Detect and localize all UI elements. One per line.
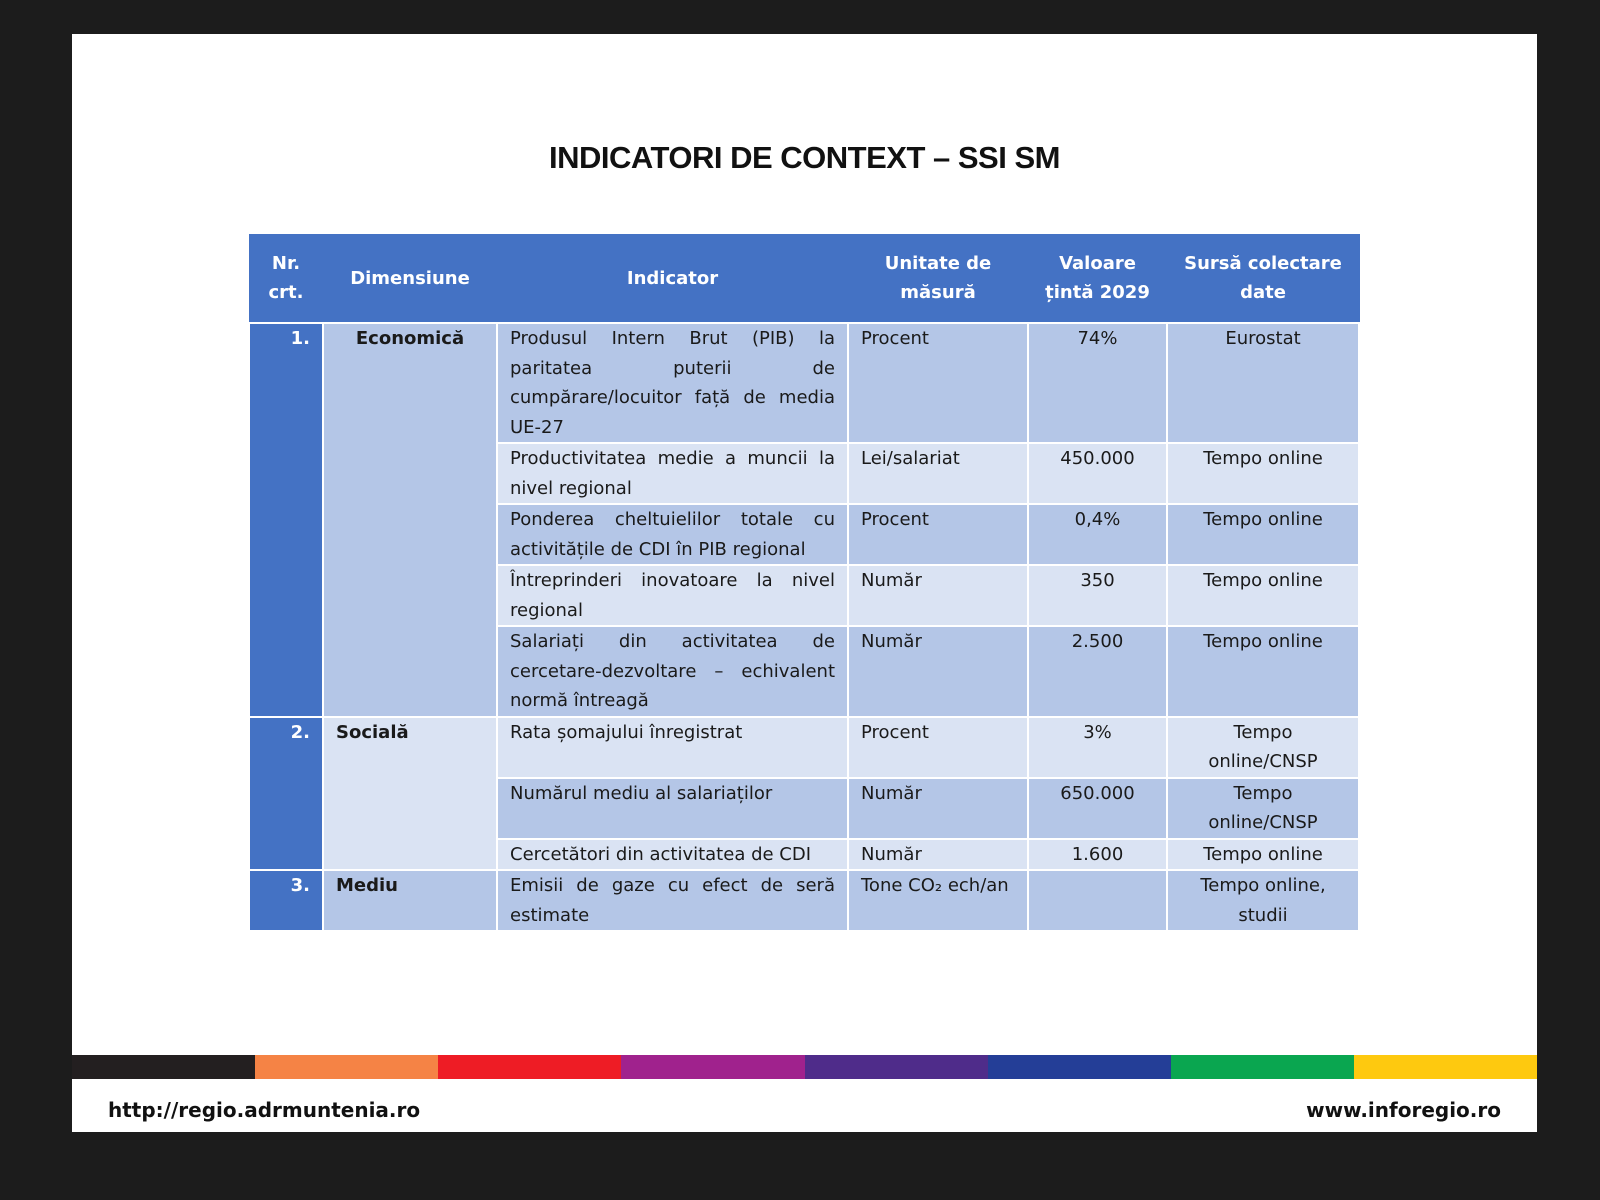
source-cell: Tempo online/CNSP: [1167, 778, 1359, 839]
target-value-cell: 2.500: [1028, 626, 1167, 717]
target-value-cell: 350: [1028, 565, 1167, 626]
table-header-row: [249, 234, 1359, 323]
context-indicators-table: [248, 234, 1360, 932]
unit-cell: Procent: [848, 323, 1028, 443]
indicator-cell: Produsul Intern Brut (PIB) la paritatea puterii de cumpărare/locuitor față de media UE-27: [497, 323, 848, 443]
header-unitate: Unitate de măsură: [848, 234, 1028, 323]
target-value-cell: 3%: [1028, 717, 1167, 778]
indicator-cell: Rata șomajului înregistrat: [497, 717, 848, 778]
footer-color-bar: [72, 1055, 1537, 1079]
color-bar-segment: [1354, 1055, 1537, 1079]
table-row: [249, 717, 1359, 778]
unit-cell: Tone CO₂ ech/an: [848, 870, 1028, 931]
header-sursa: Sursă colectare date: [1167, 234, 1359, 323]
header-indicator: Indicator: [497, 234, 848, 323]
header-valoare: Valoare țintă 2029: [1028, 234, 1167, 323]
header-dimensiune: Dimensiune: [323, 234, 497, 323]
dimension-cell: Mediu: [323, 870, 497, 931]
source-cell: Tempo online: [1167, 839, 1359, 871]
unit-cell: Număr: [848, 778, 1028, 839]
unit-cell: Număr: [848, 565, 1028, 626]
source-cell: Tempo online: [1167, 504, 1359, 565]
target-value-cell: 0,4%: [1028, 504, 1167, 565]
dimension-cell: Economică: [323, 323, 497, 717]
source-cell: Tempo online, studii: [1167, 870, 1359, 931]
source-cell: Tempo online/CNSP: [1167, 717, 1359, 778]
unit-cell: Număr: [848, 839, 1028, 871]
indicator-cell: Productivitatea medie a muncii la nivel regional: [497, 443, 848, 504]
color-bar-segment: [621, 1055, 804, 1079]
target-value-cell: 650.000: [1028, 778, 1167, 839]
indicator-cell: Emisii de gaze cu efect de seră estimate: [497, 870, 848, 931]
table-row: [249, 323, 1359, 443]
color-bar-segment: [805, 1055, 988, 1079]
target-value-cell: 74%: [1028, 323, 1167, 443]
table-row: [249, 870, 1359, 931]
source-cell: Tempo online: [1167, 626, 1359, 717]
indicator-cell: Cercetători din activitatea de CDI: [497, 839, 848, 871]
color-bar-segment: [72, 1055, 255, 1079]
unit-cell: Lei/salariat: [848, 443, 1028, 504]
unit-cell: Număr: [848, 626, 1028, 717]
color-bar-segment: [255, 1055, 438, 1079]
slide: [72, 34, 1537, 1132]
target-value-cell: [1028, 870, 1167, 931]
row-number: 2.: [249, 717, 323, 871]
footer-url-right: www.inforegio.ro: [1306, 1098, 1501, 1122]
target-value-cell: 450.000: [1028, 443, 1167, 504]
indicator-cell: Ponderea cheltuielilor totale cu activitățile de CDI în PIB regional: [497, 504, 848, 565]
indicator-cell: Numărul mediu al salariaților: [497, 778, 848, 839]
unit-cell: Procent: [848, 504, 1028, 565]
indicator-cell: Salariați din activitatea de cercetare-dezvoltare – echivalent normă întreagă: [497, 626, 848, 717]
color-bar-segment: [1171, 1055, 1354, 1079]
color-bar-segment: [988, 1055, 1171, 1079]
color-bar-segment: [438, 1055, 621, 1079]
dimension-cell: Socială: [323, 717, 497, 871]
source-cell: Eurostat: [1167, 323, 1359, 443]
header-nr: Nr. crt.: [249, 234, 323, 323]
target-value-cell: 1.600: [1028, 839, 1167, 871]
source-cell: Tempo online: [1167, 565, 1359, 626]
indicator-cell: Întreprinderi inovatoare la nivel regional: [497, 565, 848, 626]
unit-cell: Procent: [848, 717, 1028, 778]
row-number: 3.: [249, 870, 323, 931]
slide-title: INDICATORI DE CONTEXT – SSI SM: [549, 140, 1060, 175]
source-cell: Tempo online: [1167, 443, 1359, 504]
footer-url-left: http://regio.adrmuntenia.ro: [108, 1098, 421, 1122]
row-number: 1.: [249, 323, 323, 717]
